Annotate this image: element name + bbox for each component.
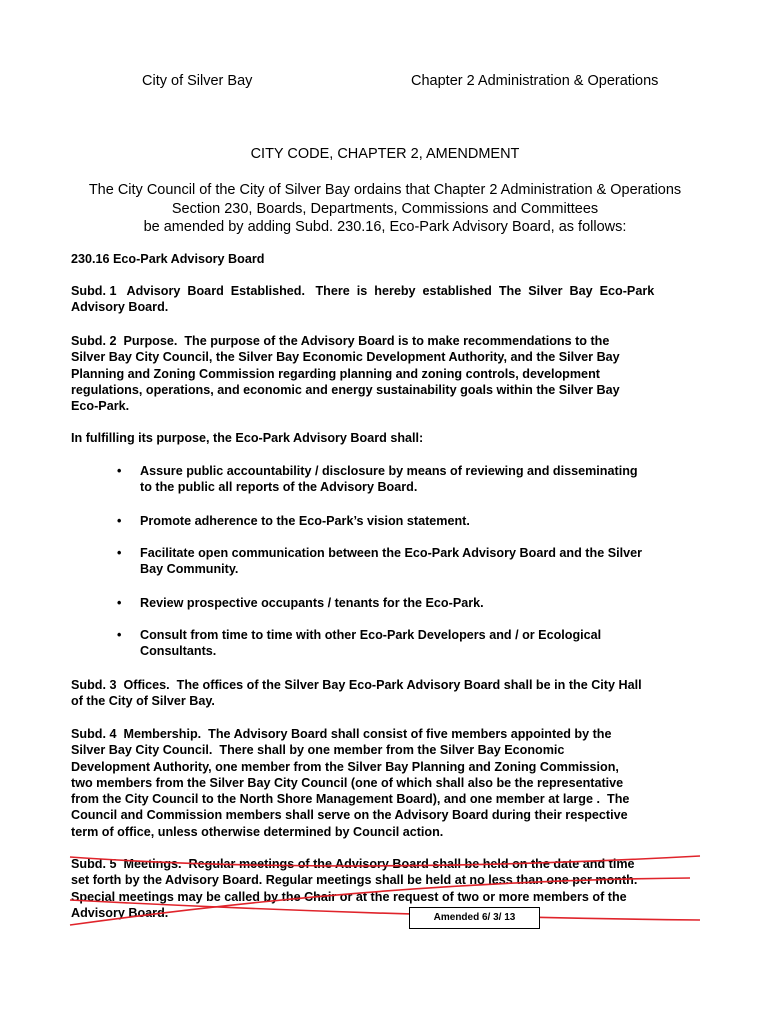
bullet-line: Consultants.	[140, 644, 217, 659]
subd1-line: Advisory Board.	[71, 300, 169, 315]
subd4-line: Development Authority, one member from the Silver Bay Planning and Zoning Commission,	[71, 759, 619, 774]
subd4-line: from the City Council to the North Shore Management Board), and one member at large . The	[71, 792, 630, 807]
bullet-line: Facilitate open communication between the Eco-Park Advisory Board and the Silver	[140, 546, 643, 560]
bullet-icon: •	[117, 464, 122, 478]
section-heading: 230.16 Eco-Park Advisory Board	[71, 252, 265, 266]
subd1-line: Subd. 1 Advisory Board Established. There is hereby established The Silver Bay Eco-Park	[71, 284, 655, 298]
subd2-paragraph	[71, 333, 701, 414]
intro-paragraph	[40, 181, 730, 237]
bullet-icon: •	[117, 514, 122, 528]
intro-line: be amended by adding Subd. 230.16, Eco-Park Advisory Board, as follows:	[143, 219, 627, 235]
subd2-line: Eco-Park.	[71, 399, 130, 414]
bullet-line: Assure public accountability / disclosure by means of reviewing and disseminating	[140, 464, 638, 478]
subd5-line: Subd. 5 Meetings. Regular meetings of the Advisory Board shall be held on the date and time	[71, 857, 635, 871]
subd3-paragraph	[71, 677, 701, 710]
subd1-paragraph	[71, 283, 701, 316]
bullet-line: Consult from time to time with other Eco-Park Developers and / or Ecological	[140, 628, 602, 642]
intro-line: The City Council of the City of Silver Bay ordains that Chapter 2 Administration & Operations	[88, 182, 682, 198]
subd3-line: Subd. 3 Offices. The offices of the Silver Bay Eco-Park Advisory Board shall be in the City Hall	[71, 678, 642, 692]
subd4-line: Subd. 4 Membership. The Advisory Board shall consist of five members appointed by the	[71, 727, 612, 741]
subd4-line: term of office, unless otherwise determined by Council action.	[71, 824, 444, 839]
subd2-line: regulations, operations, and economic and energy sustainability goals within the Silver Bay	[71, 382, 620, 397]
subd5-line: set forth by the Advisory Board. Regular meetings shall be held at no less than one per month.	[71, 873, 638, 888]
header-chapter: Chapter 2 Administration & Operations	[411, 73, 659, 89]
subd2-line: Planning and Zoning Commission regarding planning and zoning controls, development	[71, 366, 600, 381]
subd5-line: Special meetings may be called by the Chair or at the request of two or more members of the	[71, 889, 627, 904]
subd5-line: Advisory Board.	[71, 905, 169, 920]
subd3-line: of the City of Silver Bay.	[71, 694, 215, 709]
amended-stamp: Amended 6/ 3/ 13	[409, 907, 540, 929]
subd5-paragraph-struck	[71, 856, 701, 921]
bullet-line: to the public all reports of the Advisory Board.	[140, 480, 418, 495]
bullet-icon: •	[117, 596, 122, 610]
subd4-line: two members from the Silver Bay City Council (one of which shall also be the representative	[71, 775, 624, 790]
subd4-paragraph	[71, 726, 701, 840]
bullet-line: Review prospective occupants / tenants for the Eco-Park.	[140, 596, 484, 610]
intro-line: Section 230, Boards, Departments, Commissions and Committees	[171, 200, 599, 217]
subd4-line: Silver Bay City Council. There shall by one member from the Silver Bay Economic	[71, 743, 565, 758]
subd2-line: Subd. 2 Purpose. The purpose of the Advisory Board is to make recommendations to the	[71, 334, 610, 348]
fulfilling-intro: In fulfilling its purpose, the Eco-Park Advisory Board shall:	[71, 431, 424, 445]
header-city: City of Silver Bay	[142, 73, 253, 89]
subd2-line: Silver Bay City Council, the Silver Bay Economic Development Authority, and the Silver Bay	[71, 350, 620, 365]
document-title: CITY CODE, CHAPTER 2, AMENDMENT	[250, 146, 520, 162]
bullet-line: Bay Community.	[140, 562, 239, 577]
bullet-line: Promote adherence to the Eco-Park’s vision statement.	[140, 514, 470, 528]
subd4-line: Council and Commission members shall serve on the Advisory Board during their respective	[71, 808, 628, 823]
bullet-icon: •	[117, 546, 122, 560]
bullet-icon: •	[117, 628, 122, 642]
